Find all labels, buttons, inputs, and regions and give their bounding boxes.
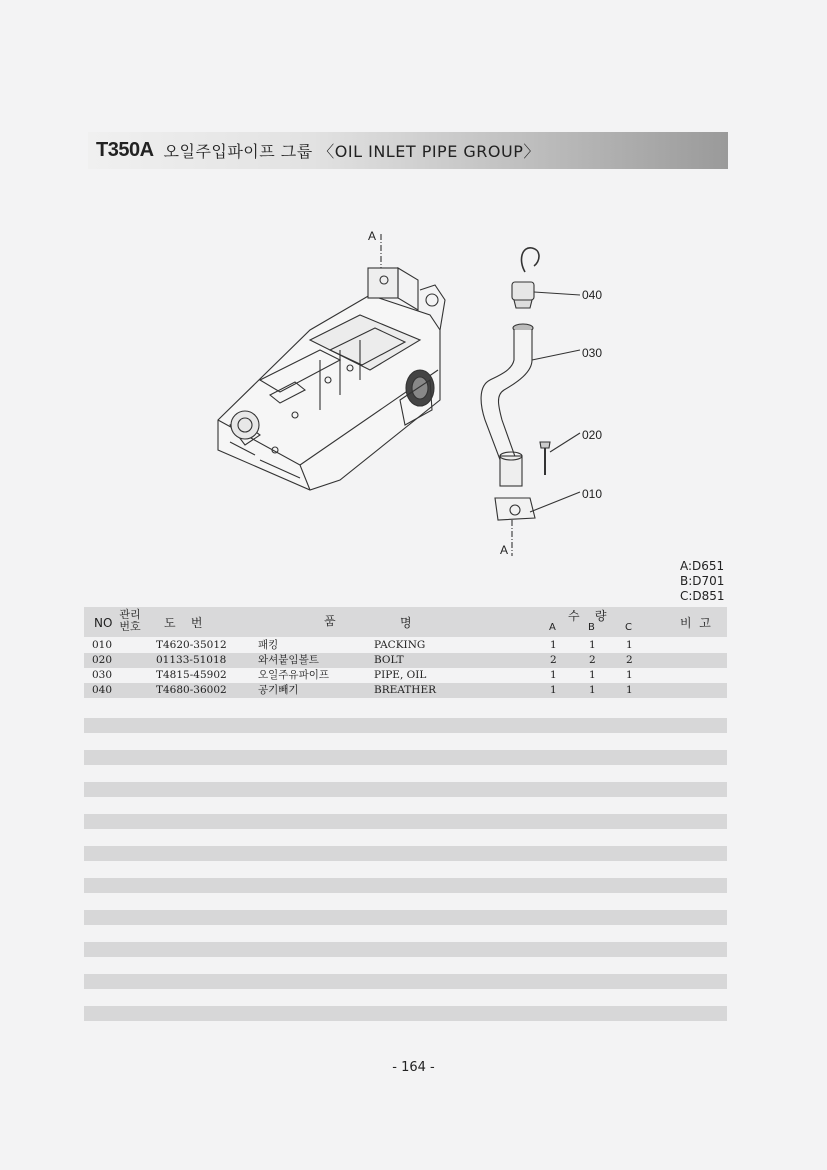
parts-diagram xyxy=(200,220,640,570)
row-name-en: PACKING xyxy=(374,639,426,651)
col-name-2: 명 xyxy=(400,616,412,630)
parts-table-body xyxy=(84,638,727,698)
callout-040: 040 xyxy=(582,288,603,302)
row-qty-b: 1 xyxy=(589,639,596,651)
callout-010: 010 xyxy=(582,487,603,501)
empty-row-band xyxy=(84,718,727,733)
col-name-1: 품 xyxy=(324,614,336,628)
oil-inlet-pipe-illustration xyxy=(481,248,550,520)
housing-illustration xyxy=(218,268,445,490)
col-qty: 수 량 xyxy=(568,609,607,623)
model-variants xyxy=(680,559,725,604)
callout-020: 020 xyxy=(582,428,603,442)
row-qty-a: 1 xyxy=(550,639,557,651)
row-name-en: BREATHER xyxy=(374,684,437,696)
row-name-kr: 공기빼기 xyxy=(258,684,299,696)
col-qty-c: C xyxy=(625,622,632,633)
row-qty-a: 1 xyxy=(550,684,557,696)
callout-030: 030 xyxy=(582,346,603,360)
col-qty-a: A xyxy=(549,622,556,633)
row-name-en: BOLT xyxy=(374,654,404,666)
variant-a: A:D651 xyxy=(680,559,725,573)
page-number: - 164 - xyxy=(392,1060,435,1075)
row-no: 010 xyxy=(92,639,113,651)
empty-row-band xyxy=(84,942,727,957)
row-part-no: T4680-36002 xyxy=(156,684,227,696)
empty-row-band xyxy=(84,750,727,765)
table-row xyxy=(84,683,727,698)
col-qty-b: B xyxy=(588,622,595,633)
group-title-bar xyxy=(88,132,728,169)
group-code: T350A xyxy=(96,139,154,161)
variant-c: C:D851 xyxy=(680,589,725,603)
parts-table-header xyxy=(84,607,727,637)
section-marker-bottom: A xyxy=(500,543,509,557)
col-part-no: 도 번 xyxy=(164,616,203,630)
table-row xyxy=(84,653,727,668)
row-part-no: 01133-51018 xyxy=(156,654,227,666)
row-no: 030 xyxy=(92,669,113,681)
row-part-no: T4815-45902 xyxy=(156,669,227,681)
row-name-kr: 패킹 xyxy=(258,639,279,651)
row-qty-a: 2 xyxy=(550,654,557,666)
col-no: NO xyxy=(94,616,113,630)
empty-row-band xyxy=(84,974,727,989)
empty-row-band xyxy=(84,878,727,893)
row-qty-b: 2 xyxy=(589,654,596,666)
row-qty-c: 1 xyxy=(626,684,633,696)
table-row xyxy=(84,638,727,653)
empty-row-band xyxy=(84,782,727,797)
row-qty-b: 1 xyxy=(589,669,596,681)
row-qty-b: 1 xyxy=(589,684,596,696)
row-name-kr: 와셔붙임볼트 xyxy=(258,654,319,666)
empty-row-band xyxy=(84,910,727,925)
group-title: 오일주입파이프 그룹 〈OIL INLET PIPE GROUP〉 xyxy=(163,142,540,161)
table-row xyxy=(84,668,727,683)
col-remarks: 비 고 xyxy=(680,616,711,630)
row-qty-c: 1 xyxy=(626,639,633,651)
variant-b: B:D701 xyxy=(680,574,725,588)
row-name-kr: 오일주유파이프 xyxy=(258,669,330,681)
empty-row-band xyxy=(84,1006,727,1021)
section-marker-top: A xyxy=(368,229,377,243)
col-mgmt-no: 관리 번호 xyxy=(119,608,141,633)
row-no: 040 xyxy=(92,684,113,696)
empty-row-band xyxy=(84,814,727,829)
row-name-en: PIPE, OIL xyxy=(374,669,427,681)
row-part-no: T4620-35012 xyxy=(156,639,227,651)
row-no: 020 xyxy=(92,654,113,666)
row-qty-c: 2 xyxy=(626,654,633,666)
empty-row-band xyxy=(84,846,727,861)
row-qty-c: 1 xyxy=(626,669,633,681)
row-qty-a: 1 xyxy=(550,669,557,681)
